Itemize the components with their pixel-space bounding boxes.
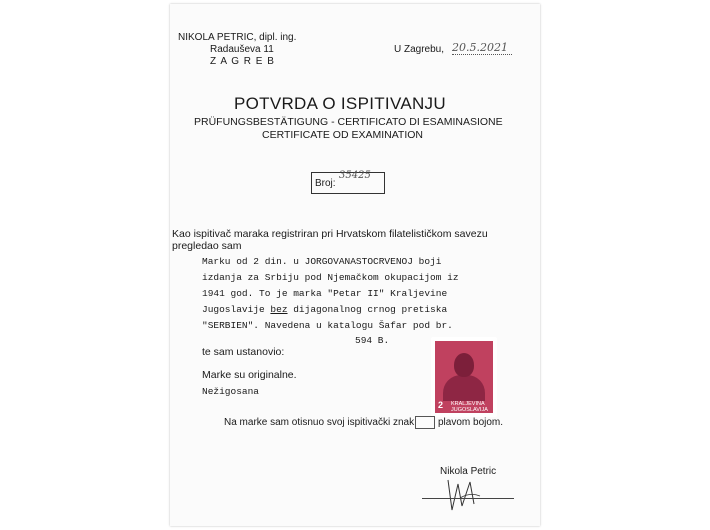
finding-original: Marke su originalne. <box>202 369 297 381</box>
certificate-sheet <box>170 4 540 526</box>
intro-line-2: pregledao sam <box>172 240 242 252</box>
description-line-5: "SERBIEN". Navedena u katalogu Šafar pod br. <box>202 320 453 331</box>
examiner-street: Radauševa 11 <box>210 44 274 55</box>
postage-stamp-image <box>431 337 497 417</box>
stamp-portrait-body <box>443 375 485 401</box>
examiner-mark-box <box>415 416 435 429</box>
certificate-number: 35425 <box>339 170 371 181</box>
document-title: POTVRDA O ISPITIVANJU <box>234 94 446 113</box>
handwritten-signature <box>440 474 500 516</box>
signature-line <box>422 498 514 499</box>
description-line-3: 1941 god. To je marka "Petar II" Kraljevine <box>202 288 448 299</box>
title-translation-1: PRÜFUNGSBESTÄTIGUNG - CERTIFICATO DI ESAMINASIONE <box>194 116 503 128</box>
title-translation-2: CERTIFICATE OD EXAMINATION <box>262 129 424 141</box>
description-line-6: 594 B. <box>355 335 390 346</box>
description-line-4: Jugoslavije bez dijagonalnog crnog pretiska <box>202 304 448 315</box>
place-label: U Zagrebu, <box>394 44 445 55</box>
stamp-face <box>435 341 493 413</box>
stamp-value: 2 <box>438 400 444 410</box>
mark-note-after: plavom bojom. <box>438 417 504 428</box>
findings-label: te sam ustanovio: <box>202 346 285 358</box>
finding-unused: Nežigosana <box>202 386 260 397</box>
signatory-name: Nikola Petric <box>440 466 497 477</box>
description-line-2: izdanja za Srbiju pod Njemačkom okupacijom iz <box>202 272 459 283</box>
description-line-1: Marku od 2 din. u JORGOVANASTOCRVENOJ boji <box>202 256 442 267</box>
number-label: Broj: <box>315 178 336 189</box>
stamp-country: KRALJEVINA JUGOSLAVIJA <box>451 401 488 413</box>
examiner-name: NIKOLA PETRIC, dipl. ing. <box>178 32 297 43</box>
mark-note-before: Na marke sam otisnuo svoj ispitivački znak <box>224 417 415 428</box>
examiner-city: Z A G R E B <box>210 56 275 67</box>
issue-date: 20.5.2021 <box>452 41 512 55</box>
intro-line-1: Kao ispitivač maraka registriran pri Hrvatskom filatelističkom savezu <box>172 228 488 240</box>
stamp-portrait-head <box>454 353 474 377</box>
